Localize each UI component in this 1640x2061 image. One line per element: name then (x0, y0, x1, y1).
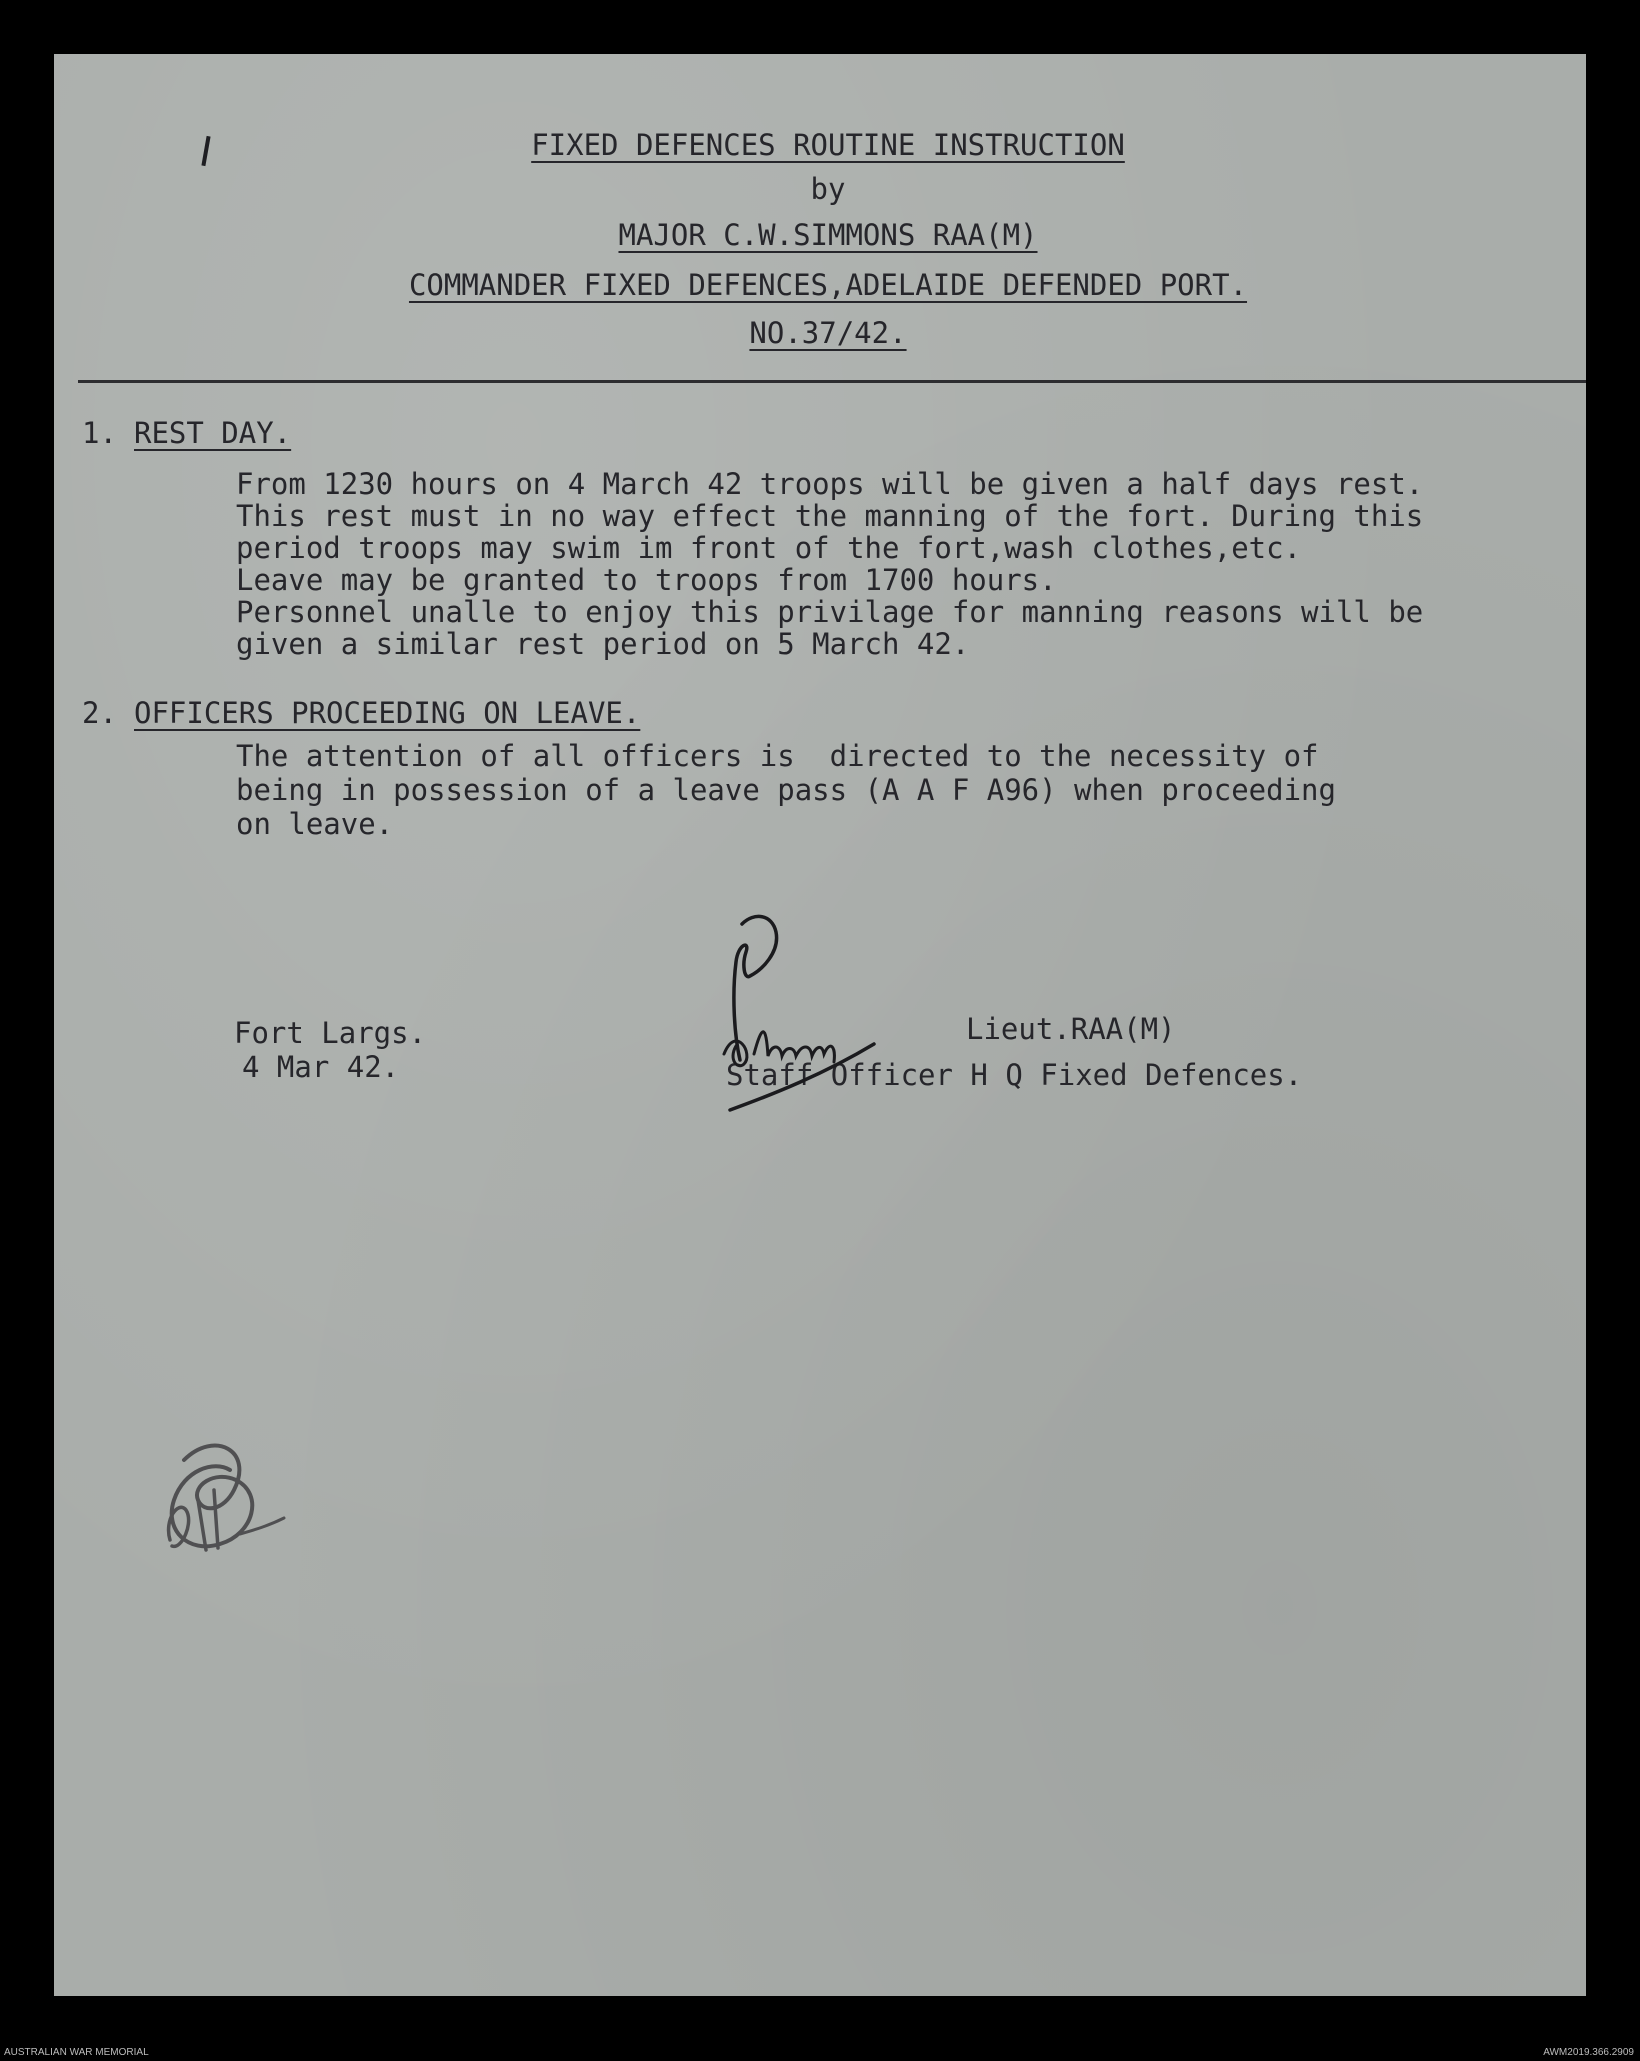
document-command: COMMANDER FIXED DEFENCES,ADELAIDE DEFENDED PORT. (408, 268, 1248, 302)
section-1-line: period troops may swim im front of the fort,wash clothes,etc. (236, 531, 1302, 565)
place: Fort Largs. (234, 1016, 427, 1050)
section-2-heading: OFFICERS PROCEEDING ON LEAVE. (134, 696, 641, 730)
section-1-line: Leave may be granted to troops from 1700 hours. (236, 563, 1057, 597)
signatory-title: Staff Officer H Q Fixed Defences. (726, 1058, 1303, 1092)
archive-footer (0, 2044, 1640, 2061)
section-1-number: 1. (82, 416, 117, 450)
section-2-number: 2. (82, 696, 117, 730)
section-1-heading: REST DAY. (134, 416, 292, 450)
signatory-rank: Lieut.RAA(M) (966, 1012, 1176, 1046)
reference-label: AWM2019.366.2909 (1543, 2047, 1634, 2058)
signature-mark (684, 904, 904, 1124)
document-by: by (810, 172, 846, 206)
section-1-line: This rest must in no way effect the manning of the fort. During this (236, 499, 1424, 533)
document-title: FIXED DEFENCES ROUTINE INSTRUCTION (531, 128, 1125, 162)
document-page (54, 54, 1586, 1996)
document-author: MAJOR C.W.SIMMONS RAA(M) (618, 218, 1038, 252)
header-divider (78, 380, 1586, 383)
date: 4 Mar 42. (242, 1050, 400, 1084)
section-2-line: The attention of all officers is directed to the necessity of (236, 739, 1319, 773)
initials-mark (144, 1430, 294, 1580)
document-number: NO.37/42. (749, 316, 907, 350)
institution-label: AUSTRALIAN WAR MEMORIAL (4, 2047, 149, 2058)
section-2-line: on leave. (236, 807, 394, 841)
section-1-line: Personnel unalle to enjoy this privilage for manning reasons will be (236, 595, 1424, 629)
section-1-line: From 1230 hours on 4 March 42 troops will be given a half days rest. (236, 467, 1424, 501)
section-2-line: being in possession of a leave pass (A A F A96) when proceeding (236, 773, 1336, 807)
section-1-line: given a similar rest period on 5 March 42. (236, 627, 970, 661)
